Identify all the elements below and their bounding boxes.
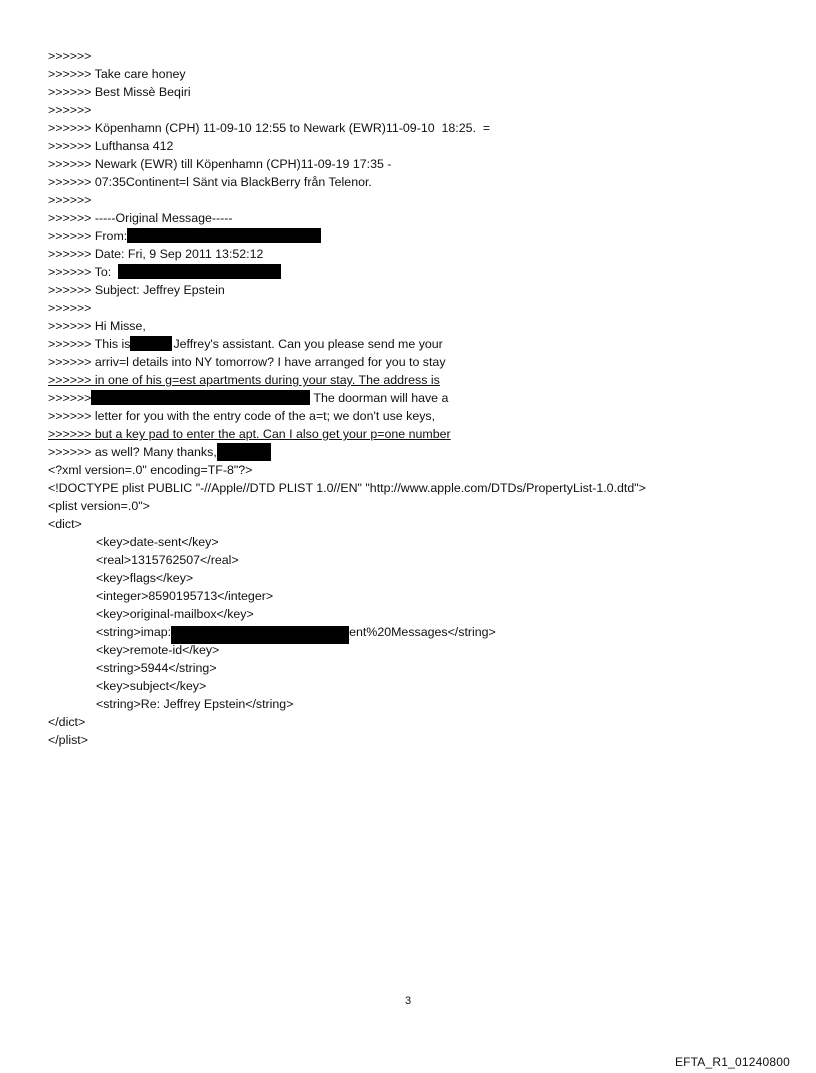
plist-entry: <integer>8590195713</integer>	[96, 589, 274, 603]
plist-entry: <key>subject</key>	[96, 679, 207, 693]
message-line: >>>>>> as well? Many thanks,	[48, 443, 788, 461]
plist-entry: <string>Re: Jeffrey Epstein</string>	[96, 697, 294, 711]
text-line: >>>>>> Take care honey	[48, 67, 186, 81]
bates-number: EFTA_R1_01240800	[674, 1055, 790, 1069]
redaction-block	[217, 443, 271, 461]
plist-close: </plist>	[48, 733, 88, 747]
plist-entry: <string>5944</string>	[96, 661, 217, 675]
redaction-block	[118, 264, 281, 279]
original-message-header: >>>>>> -----Original Message-----	[48, 211, 233, 225]
dict-open: <dict>	[48, 517, 82, 531]
plist-entry: <key>date-sent</key>	[96, 535, 219, 549]
text-line: >>>>>>	[48, 49, 92, 63]
to-line: >>>>>> To:	[48, 263, 788, 281]
text-line: >>>>>>	[48, 193, 92, 207]
date-line: >>>>>> Date: Fri, 9 Sep 2011 13:52:12	[48, 247, 264, 261]
plist-entry: <real>1315762507</real>	[96, 553, 239, 567]
from-line: >>>>>> From:	[48, 227, 788, 245]
plist-entry: <key>original-mailbox</key>	[96, 607, 254, 621]
dict-close: </dict>	[48, 715, 86, 729]
message-line: >>>>>> in one of his g=est apartments during your stay. The address is	[48, 373, 440, 387]
flight-line: >>>>>> Lufthansa 412	[48, 139, 174, 153]
plist-open: <plist version=.0">	[48, 499, 150, 513]
message-line: >>>>>> The doorman will have a	[48, 391, 449, 405]
message-line: >>>>>> arriv=l details into NY tomorrow? I have arranged for you to stay	[48, 355, 446, 369]
greeting-line: >>>>>> Hi Misse,	[48, 319, 146, 333]
text-line: >>>>>> Best Missè Beqiri	[48, 85, 191, 99]
redaction-block	[127, 228, 321, 243]
flight-line: >>>>>> 07:35Continent=l Sänt via BlackBerry från Telenor.	[48, 175, 372, 189]
message-line: >>>>>> This is Jeffrey's assistant. Can you please send me your	[48, 337, 443, 351]
flight-line: >>>>>> Newark (EWR) till Köpenhamn (CPH)11-09-19 17:35 -	[48, 157, 392, 171]
redaction-block	[130, 336, 172, 351]
message-line: >>>>>> but a key pad to enter the apt. Can I also get your p=one number	[48, 427, 451, 441]
page-number: 3	[404, 995, 412, 1007]
flight-line: >>>>>> Köpenhamn (CPH) 11-09-10 12:55 to Newark (EWR)11-09-10 18:25. =	[48, 121, 491, 135]
message-line: >>>>>> letter for you with the entry code of the a=t; we don't use keys,	[48, 409, 436, 423]
subject-line: >>>>>> Subject: Jeffrey Epstein	[48, 283, 225, 297]
plist-entry: <key>flags</key>	[96, 571, 194, 585]
text-line: >>>>>>	[48, 301, 92, 315]
email-body	[48, 47, 788, 749]
text-line: >>>>>>	[48, 103, 92, 117]
redaction-block	[91, 390, 310, 405]
doctype-line: <!DOCTYPE plist PUBLIC "-//Apple//DTD PLIST 1.0//EN" "http://www.apple.com/DTDs/PropertyList-1.0.dtd">	[48, 481, 646, 495]
plist-entry: <key>remote-id</key>	[96, 643, 220, 657]
plist-entry: <string>imap: ent%20Messages</string>	[48, 623, 788, 641]
xml-declaration: <?xml version=.0" encoding=TF-8"?>	[48, 463, 253, 477]
